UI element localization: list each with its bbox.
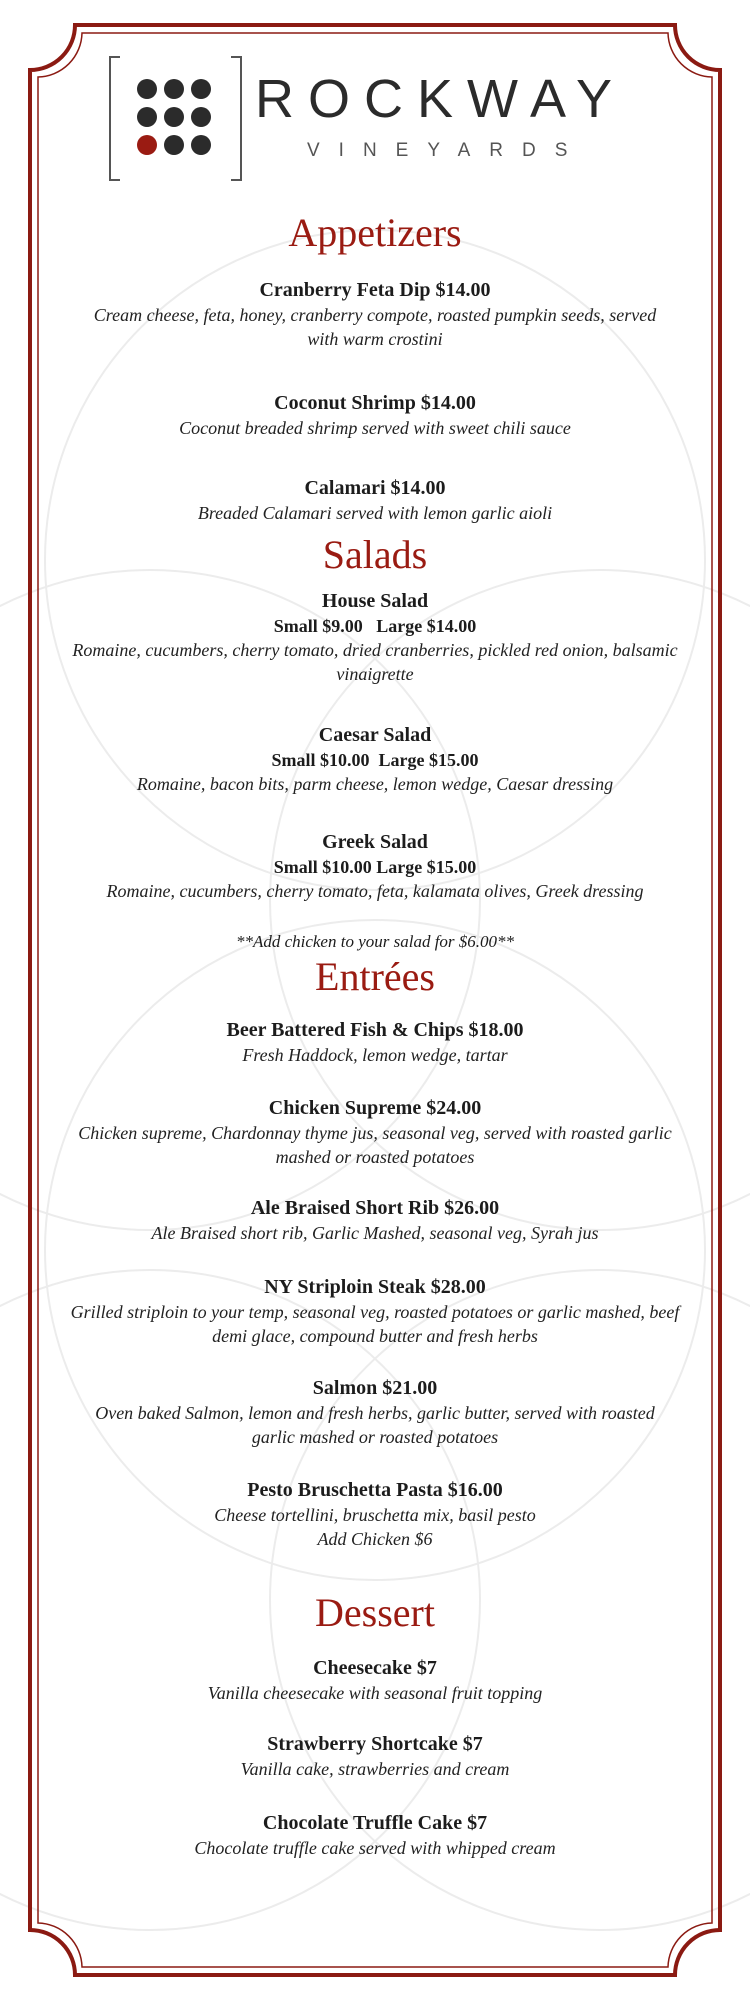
item-name: House Salad	[321, 590, 429, 612]
item-description: Romaine, cucumbers, cherry tomato, feta, kalamata olives, Greek dressing	[106, 881, 644, 901]
item-description: Romaine, bacon bits, parm cheese, lemon wedge, Caesar dressing	[136, 774, 614, 794]
item-description: Ale Braised short rib, Garlic Mashed, seasonal veg, Syrah jus	[151, 1223, 599, 1243]
brand-header	[0, 0, 750, 200]
menu-item	[60, 829, 690, 903]
menu-item	[60, 1810, 690, 1860]
item-name: Calamari $14.00	[304, 477, 446, 499]
menu-item	[60, 1274, 690, 1348]
item-description: Chicken supreme, Chardonnay thyme jus, seasonal veg, served with roasted garlic mashed or roasted potatoes	[78, 1123, 672, 1167]
menu-item	[60, 1195, 690, 1245]
item-name: Strawberry Shortcake $7	[267, 1733, 483, 1755]
item-price: Small $10.00 Large $15.00	[271, 750, 479, 770]
item-description: Coconut breaded shrimp served with sweet chili sauce	[179, 418, 571, 438]
menu-item	[60, 277, 690, 351]
item-price: Small $9.00 Large $14.00	[273, 616, 477, 636]
brand-name: ROCKWAY	[255, 69, 627, 129]
item-name: Cheesecake $7	[313, 1657, 437, 1679]
salad-add-on-note	[60, 930, 690, 954]
item-description: Breaded Calamari served with lemon garlic aioli	[197, 503, 553, 523]
item-price: Small $10.00 Large $15.00	[273, 857, 477, 877]
section-title-entrees: Entrées	[315, 954, 435, 999]
section-title-dessert: Dessert	[315, 1590, 435, 1635]
menu-item	[60, 588, 690, 686]
section-dessert	[60, 1590, 690, 1636]
item-description: Grilled striploin to your temp, seasonal veg, roasted potatoes or garlic mashed, beef demi glace, compound butter and fresh herbs	[70, 1302, 680, 1346]
item-name: Greek Salad	[322, 831, 428, 853]
item-description: Romaine, cucumbers, cherry tomato, dried cranberries, pickled red onion, balsamic vinaigrette	[72, 640, 678, 684]
menu-item	[60, 1095, 690, 1169]
menu-item	[60, 475, 690, 525]
menu-item	[60, 722, 690, 796]
item-description: Vanilla cake, strawberries and cream	[240, 1759, 510, 1779]
brand-subtitle: VINEYARDS	[307, 140, 587, 161]
item-name: Coconut Shrimp $14.00	[274, 392, 476, 414]
menu-item	[60, 1375, 690, 1449]
section-title-appetizers: Appetizers	[288, 210, 462, 255]
item-name: Pesto Bruschetta Pasta $16.00	[247, 1479, 503, 1501]
item-description: Vanilla cheesecake with seasonal fruit topping	[207, 1683, 543, 1703]
menu-item	[60, 1477, 690, 1551]
item-extra: Add Chicken $6	[317, 1529, 433, 1549]
menu-item	[60, 1731, 690, 1781]
item-name: Caesar Salad	[318, 724, 432, 746]
item-name: Salmon $21.00	[312, 1377, 438, 1399]
salad-note: **Add chicken to your salad for $6.00**	[235, 932, 515, 951]
item-description: Fresh Haddock, lemon wedge, tartar	[242, 1045, 508, 1065]
item-name: Cranberry Feta Dip $14.00	[259, 279, 491, 301]
section-title-salads: Salads	[322, 532, 428, 577]
item-description: Cream cheese, feta, honey, cranberry compote, roasted pumpkin seeds, served with warm crostini	[93, 305, 657, 349]
menu-item	[60, 1017, 690, 1067]
section-appetizers	[60, 210, 690, 256]
section-salads	[60, 532, 690, 578]
item-name: Ale Braised Short Rib $26.00	[250, 1197, 500, 1219]
item-description: Cheese tortellini, bruschetta mix, basil pesto	[214, 1505, 536, 1525]
item-description: Oven baked Salmon, lemon and fresh herbs, garlic butter, served with roasted garlic mashed or roasted potatoes	[95, 1403, 655, 1447]
item-name: Beer Battered Fish & Chips $18.00	[226, 1019, 524, 1041]
item-description: Chocolate truffle cake served with whipped cream	[194, 1838, 556, 1858]
item-name: Chicken Supreme $24.00	[268, 1097, 482, 1119]
dot-grid-logo-icon	[108, 55, 243, 185]
section-entrees	[60, 954, 690, 1000]
menu-item	[60, 390, 690, 440]
menu-item	[60, 1655, 690, 1705]
item-name: Chocolate Truffle Cake $7	[262, 1812, 488, 1834]
item-name: NY Striploin Steak $28.00	[264, 1276, 486, 1298]
